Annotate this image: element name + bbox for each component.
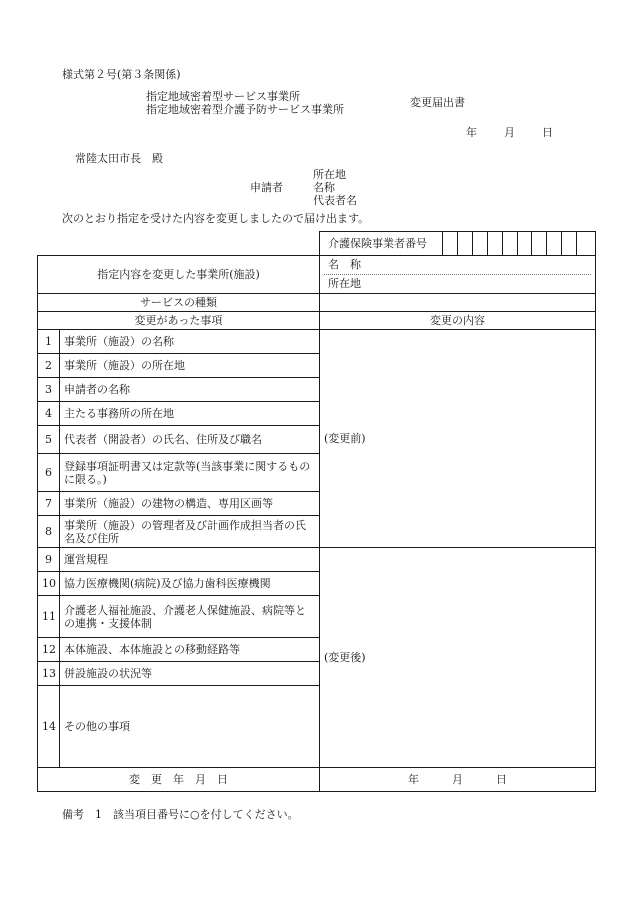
change-notification-table [37,231,596,792]
service-type-label: サービスの種類 [38,294,320,312]
facility-address-label[interactable]: 所在地 [328,277,361,290]
item-text: 事業所（施設）の建物の構造、専用区画等 [60,492,320,516]
item-text: 事業所（施設）の管理者及び計画作成担当者の氏名及び住所 [60,516,320,548]
item-text: 協力医療機関(病院)及び協力歯科医療機関 [60,572,320,596]
date-year: 年 [466,126,477,139]
item-text: 事業所（施設）の所在地 [60,354,320,378]
item-number[interactable]: 3 [38,378,60,402]
change-after-label: (変更後) [324,651,366,664]
item-number[interactable]: 1 [38,330,60,354]
item-text: 申請者の名称 [60,378,320,402]
insurer-number-label: 介護保険事業者番号 [328,237,427,250]
item-number[interactable]: 11 [38,596,60,638]
item-number[interactable]: 8 [38,516,60,548]
item-number[interactable]: 13 [38,662,60,686]
change-after-cell[interactable] [320,548,596,768]
facility-name-label[interactable]: 名 称 [324,256,591,275]
item-text: 登録事項証明書又は定款等(当該事業に関するものに限る。) [60,454,320,492]
item-number[interactable]: 4 [38,402,60,426]
applicant-label: 申請者 [250,181,283,194]
change-content-header: 変更の内容 [320,312,596,330]
change-before-label: (変更前) [324,432,366,445]
item-text: 運営規程 [60,548,320,572]
item-text: 代表者（開設者）の氏名、住所及び職名 [60,426,320,454]
applicant-name-label: 名称 [313,181,335,194]
applicant-representative-label: 代表者名 [313,194,357,207]
addressee: 常陸太田市長 殿 [75,152,163,165]
insurer-number-boxes[interactable] [442,232,591,255]
form-number: 様式第２号(第３条関係) [62,68,181,81]
item-number[interactable]: 6 [38,454,60,492]
item-number[interactable]: 12 [38,638,60,662]
intro-statement: 次のとおり指定を受けた内容を変更しましたので届け出ます。 [62,212,370,225]
item-text: 介護老人福祉施設、介護老人保健施設、病院等との連携・支援体制 [60,596,320,638]
changed-items-header: 変更があった事項 [38,312,320,330]
item-number[interactable]: 10 [38,572,60,596]
form-title: 変更届出書 [410,96,465,109]
date-month: 月 [504,126,515,139]
item-number[interactable]: 5 [38,426,60,454]
business-type-line2: 指定地域密着型介護予防サービス事業所 [146,103,344,116]
item-number[interactable]: 2 [38,354,60,378]
change-date-value[interactable]: 年 月 日 [320,768,596,792]
applicant-address-label: 所在地 [313,168,346,181]
change-date-label: 変 更 年 月 日 [38,768,320,792]
item-text: 本体施設、本体施設との移動経路等 [60,638,320,662]
insurer-number-cell [320,232,596,256]
item-number[interactable]: 7 [38,492,60,516]
date-day: 日 [542,126,553,139]
item-number[interactable]: 14 [38,686,60,768]
change-before-cell[interactable] [320,330,596,548]
item-text: 事業所（施設）の名称 [60,330,320,354]
item-text: その他の事項 [60,686,320,768]
item-text: 主たる事務所の所在地 [60,402,320,426]
item-number[interactable]: 9 [38,548,60,572]
remarks: 備考 1 該当項目番号に○を付してください。 [62,808,299,821]
business-type-line1: 指定地域密着型サービス事業所 [146,90,300,103]
changed-facility-label: 指定内容を変更した事業所(施設) [38,256,320,294]
service-type-value[interactable] [320,294,596,312]
item-text: 併設施設の状況等 [60,662,320,686]
